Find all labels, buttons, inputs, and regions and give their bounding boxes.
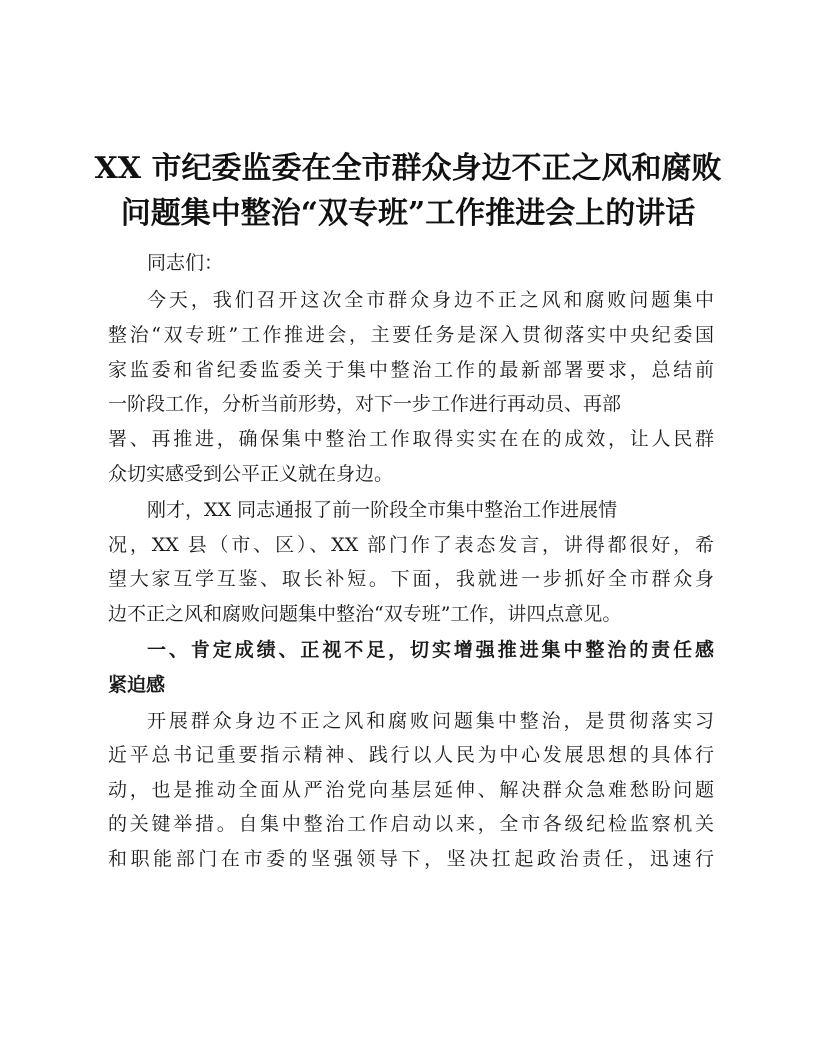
section-heading-1-cont: 紧迫感 [108, 674, 166, 696]
document-title-line-2: 问题集中整治“双专班”工作推进会上的讲话 [120, 196, 696, 231]
paragraph-2-line: 刚才，XX 同志通报了前一阶段全市集中整治工作进展情 [147, 499, 618, 521]
paragraph-2-line: 望大家互学互鉴、取长补短。下面，我就进一步抓好全市群众身 [108, 568, 714, 590]
paragraph-3-line: 开展群众身边不正之风和腐败问题集中整治，是贯彻落实习 [147, 710, 714, 732]
paragraph-1-line: 家监委和省纪委监委关于集中整治工作的最新部署要求，总结前 [108, 359, 714, 381]
paragraph-3-line: 近平总书记重要指示精神、践行以人民为中心发展思想的具体行 [108, 744, 714, 766]
salutation: 同志们： [147, 252, 224, 274]
paragraph-3-line: 动，也是推动全面从严治党向基层延伸、解决群众急难愁盼问题 [108, 779, 714, 801]
paragraph-1-line: 署、再推进，确保集中整治工作取得实实在在的成效，让人民群 [108, 428, 714, 450]
paragraph-1-line: 整治“双专班”工作推进会，主要任务是深入贯彻落实中央纪委国 [108, 324, 714, 346]
paragraph-3-line: 的关键举措。自集中整治工作启动以来，全市各级纪检监察机关 [108, 813, 714, 835]
document-title-line-1: XX 市纪委监委在全市群众身边不正之风和腐败 [94, 151, 722, 186]
paragraph-2-line: 况，XX 县（市、区）、XX 部门作了表态发言，讲得都很好，希 [108, 534, 714, 556]
paragraph-1-line: 一阶段工作，分析当前形势，对下一步工作进行再动员、再部 [108, 393, 622, 415]
paragraph-3-line: 和职能部门在市委的坚强领导下，坚决扛起政治责任，迅速行 [108, 848, 714, 870]
section-heading-1: 一、肯定成绩、正视不足，切实增强推进集中整治的责任感 [147, 639, 714, 661]
paragraph-2-line: 边不正之风和腐败问题集中整治“双专班”工作，讲四点意见。 [108, 603, 622, 625]
paragraph-1-line: 众切实感受到公平正义就在身边。 [108, 463, 394, 485]
paragraph-1-line: 今天，我们召开这次全市群众身边不正之风和腐败问题集中 [147, 289, 714, 311]
